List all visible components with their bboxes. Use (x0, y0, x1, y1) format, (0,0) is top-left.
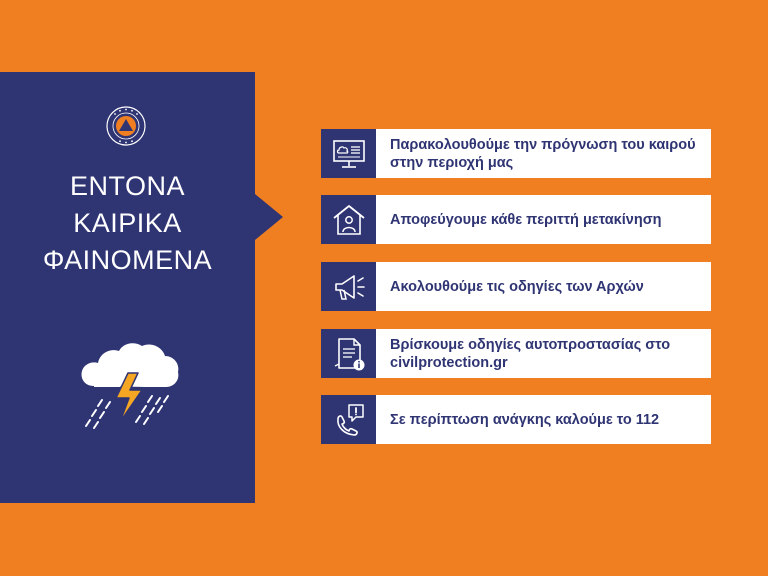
advice-icon-box (321, 262, 376, 311)
megaphone-icon (330, 268, 368, 306)
advice-label: Παρακολουθούμε την πρόγνωση του καιρού στην περιοχή μας (390, 136, 696, 171)
headline-line-2: ΚΑΙΡΙΚΑ (73, 208, 182, 238)
advice-row-monitor-forecast (321, 129, 711, 178)
advice-text (376, 329, 711, 378)
advice-icon-box (321, 129, 376, 178)
advice-label: Βρίσκουμε οδηγίες αυτοπροστασίας στο civilprotection.gr (390, 336, 671, 371)
advice-text (376, 395, 711, 444)
advice-text (376, 195, 711, 244)
stay-home-icon (330, 201, 368, 239)
storm-cloud-lightning-icon (76, 338, 186, 438)
headline-line-3: ΦΑΙΝΟΜΕΝΑ (42, 245, 213, 275)
document-info-icon (330, 335, 368, 373)
panel-pointer (255, 194, 283, 240)
headline-line-1: ΕΝΤΟΝΑ (69, 171, 186, 201)
civil-protection-seal-icon (106, 106, 146, 146)
advice-text (376, 129, 711, 178)
advice-row-self-protection (321, 329, 711, 378)
advice-icon-box (321, 195, 376, 244)
advice-row-follow-authorities (321, 262, 711, 311)
advice-row-avoid-travel (321, 195, 711, 244)
advice-label: Σε περίπτωση ανάγκης καλούμε το 112 (390, 411, 660, 428)
advice-icon-box (321, 395, 376, 444)
advice-icon-box (321, 329, 376, 378)
advice-row-emergency-112 (321, 395, 711, 444)
emergency-phone-icon (330, 401, 368, 439)
advice-text (376, 262, 711, 311)
advice-label: Ακολουθούμε τις οδηγίες των Αρχών (390, 278, 644, 295)
weather-monitor-icon (330, 135, 368, 173)
headline-title (0, 168, 255, 279)
advice-label: Αποφεύγουμε κάθε περιττή μετακίνηση (390, 211, 662, 228)
